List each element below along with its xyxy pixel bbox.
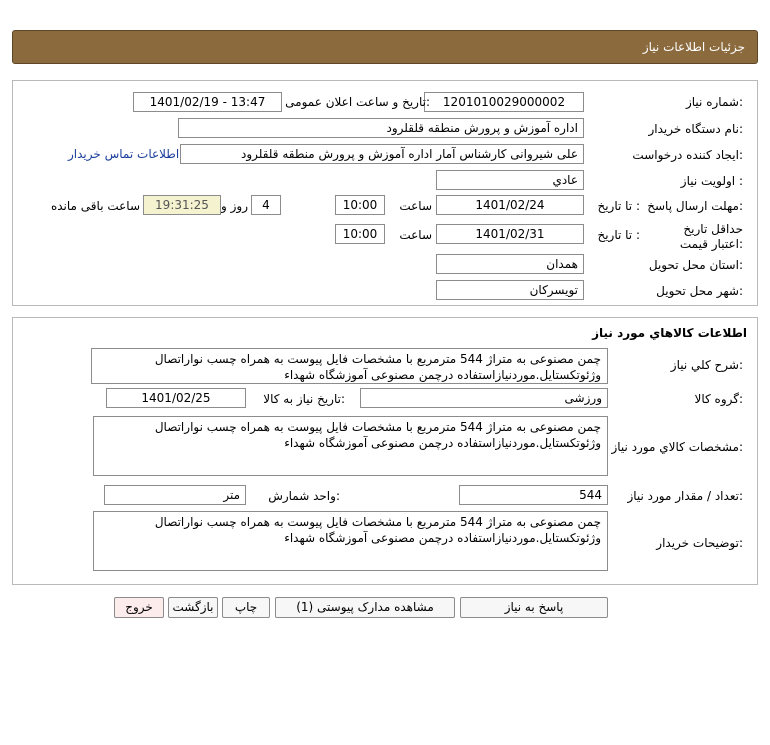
announce-field: 1401/02/19 - 13:47 xyxy=(133,92,282,112)
need-date-field: 1401/02/25 xyxy=(106,388,246,408)
creator-field: علی شيروانی کارشناس آمار اداره آموزش و پرورش منطقه قلقلرود xyxy=(180,144,584,164)
exit-button[interactable]: خروج xyxy=(114,597,164,618)
deadline-label: مهلت ارسال پاسخ: xyxy=(647,199,743,213)
remaining-time-field: 19:31:25 xyxy=(143,195,221,215)
summary-label: شرح کلي نياز: xyxy=(670,358,743,372)
province-label: استان محل تحويل: xyxy=(648,258,743,272)
print-button[interactable]: چاپ xyxy=(222,597,270,618)
remaining-days-field: 4 xyxy=(251,195,281,215)
page-title: جزئيات اطلاعات نياز xyxy=(642,40,745,54)
spec-field: چمن مصنوعی به متراژ 544 مترمربع با مشخصات فایل پیوست به همراه چسب نواراتصال وژئوتکستایل.موردنیازاستفاده درچمن مصنوعی آموزشگاه شهداء xyxy=(93,416,608,476)
validity-label: حداقل تاريخ اعتبار قيمت: xyxy=(679,222,743,251)
priority-field: عادي xyxy=(436,170,584,190)
contact-info-link[interactable]: اطلاعات تماس خريدار xyxy=(68,147,180,161)
buyer-org-label: نام دستگاه خريدار: xyxy=(648,122,743,136)
unit-field: متر xyxy=(104,485,246,505)
need-date-label: تاريخ نياز به کالا: xyxy=(263,392,345,406)
deadline-time-field: 10:00 xyxy=(335,195,385,215)
deadline-time-label: ساعت xyxy=(399,199,432,213)
buyer-notes-label: توضيحات خريدار: xyxy=(656,536,743,550)
deadline-date-field: 1401/02/24 xyxy=(436,195,584,215)
summary-field: چمن مصنوعی به متراژ 544 مترمربع با مشخصات فایل پیوست به همراه چسب نواراتصال وژئوتکستایل.موردنیازاستفاده درچمن مصنوعی آموزشگاه شهداء xyxy=(91,348,608,384)
buyer-org-field: اداره آموزش و پرورش منطقه قلقلرود xyxy=(178,118,584,138)
province-field: همدان xyxy=(436,254,584,274)
days-label: روز و xyxy=(221,199,248,213)
goods-section-title: اطلاعات کالاهاي مورد نياز xyxy=(592,326,747,340)
validity-time-label: ساعت xyxy=(399,228,432,242)
deadline-to-date-label: تا تاريخ : xyxy=(597,199,640,213)
validity-to-date-label: تا تاريخ : xyxy=(597,228,640,242)
announce-label: تاريخ و ساعت اعلان عمومی: xyxy=(285,95,430,109)
priority-label: اولويت نياز : xyxy=(680,174,743,188)
validity-time-field: 10:00 xyxy=(335,224,385,244)
city-field: تويسرکان xyxy=(436,280,584,300)
group-field: ورزشی xyxy=(360,388,608,408)
details-panel xyxy=(12,80,758,306)
creator-label: ايجاد کننده درخواست: xyxy=(632,148,743,162)
need-number-field: 1201010029000002 xyxy=(424,92,584,112)
validity-date-field: 1401/02/31 xyxy=(436,224,584,244)
need-number-label: شماره نياز: xyxy=(685,95,743,109)
qty-field: 544 xyxy=(459,485,608,505)
reply-button[interactable]: پاسخ به نياز xyxy=(460,597,608,618)
back-button[interactable]: بازگشت xyxy=(168,597,218,618)
page-header xyxy=(12,30,758,64)
spec-label: مشخصات کالاي مورد نياز: xyxy=(611,440,743,454)
view-attachments-button[interactable]: مشاهده مدارک پيوستی (1) xyxy=(275,597,455,618)
unit-label: واحد شمارش: xyxy=(268,489,340,503)
city-label: شهر محل تحويل: xyxy=(656,284,743,298)
group-label: گروه کالا: xyxy=(694,392,743,406)
buyer-notes-field: چمن مصنوعی به متراژ 544 مترمربع با مشخصات فایل پیوست به همراه چسب نواراتصال وژئوتکستایل.موردنیازاستفاده درچمن مصنوعی آموزشگاه شهداء xyxy=(93,511,608,571)
remaining-label: ساعت باقی مانده xyxy=(50,199,140,213)
qty-label: تعداد / مقدار مورد نياز: xyxy=(627,489,743,503)
